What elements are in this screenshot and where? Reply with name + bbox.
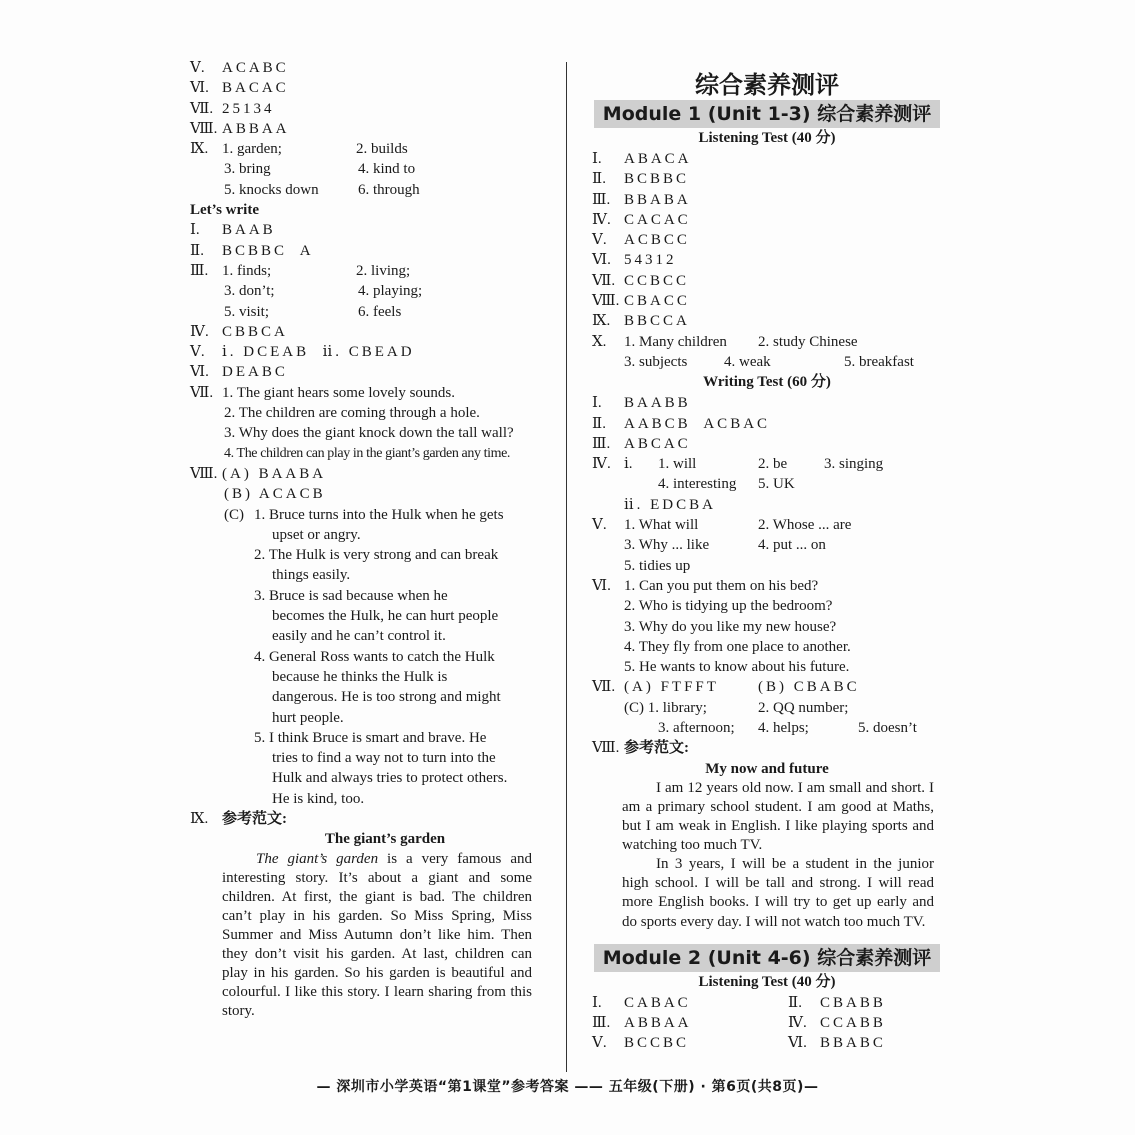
answer-line: 5. visit; 6. feels <box>224 303 402 320</box>
answer-line: Ⅴ. ACBCC <box>592 232 690 249</box>
answer-line: Ⅳ. ⅰ. 1. will 2. be 3. singing <box>592 456 884 473</box>
answer-line: Ⅲ. ABBAA Ⅳ. CCABB <box>592 1014 886 1031</box>
writing-test-heading: Writing Test (60 分) <box>703 374 831 391</box>
essay-body: The giant’s garden is a very famous and interesting story. It’s about a giant and some children. At first, the giant is bad. The children can’t play in his garden. So Miss Spring, Miss Summer and Miss Autumn don’t like him. Then they don’t visit his garden. At last, children can play in his garden. So his garden is beautiful and colourful. I like this story. I learn sharing from this story. <box>222 850 532 1020</box>
essay-title: My now and future <box>705 760 829 777</box>
answer-line: Ⅹ. 1. Many children 2. study Chinese <box>592 333 858 350</box>
answer-line: Ⅱ. BCBBC <box>592 171 690 188</box>
page-title: 综合素养测评 <box>695 71 839 99</box>
answer-line: 3. bring 4. kind to <box>224 161 416 178</box>
answer-line: Ⅲ. 1. finds; 2. living; <box>190 262 411 279</box>
essay-paragraph: In 3 years, I will be a student in the junior high school. I will be tall and strong. I will read more English books. I will try to get up early and do sports every day. I will not watch too much TV. <box>622 856 934 930</box>
answer-line: 2. Who is tidying up the bedroom? <box>624 598 833 615</box>
answer-line: Ⅳ. CBBCA <box>190 323 288 340</box>
left-column <box>190 58 550 1021</box>
answer-line: easily and he can’t control it. <box>272 628 446 645</box>
answer-line: because he thinks the Hulk is <box>272 668 448 685</box>
answer-line: (C) 1. library; 2. QQ number; <box>624 699 849 716</box>
answer-line: 4. interesting 5. UK <box>658 476 795 493</box>
module-1-banner: Module 1 (Unit 1-3) 综合素养测评 <box>594 100 940 128</box>
answer-line: Ⅵ. 1. Can you put them on his bed? <box>592 577 819 594</box>
answer-line: 5. I think Bruce is smart and brave. He <box>254 729 487 746</box>
answer-line: things easily. <box>272 567 351 584</box>
answer-line: Ⅴ. BCCBC Ⅵ. BBABC <box>592 1035 886 1052</box>
answer-line: tries to find a way not to turn into the <box>272 750 496 767</box>
answer-line: ⅱ. EDCBA <box>624 496 716 513</box>
module-2-banner: Module 2 (Unit 4-6) 综合素养测评 <box>594 944 940 972</box>
answer-line: Ⅲ. ABCAC <box>592 435 691 452</box>
answer-line: 5. tidies up <box>624 557 691 574</box>
answer-line: Ⅰ. CABAC Ⅱ. CBABB <box>592 994 886 1011</box>
answer-line: Ⅷ. (A) BAABA <box>190 465 327 482</box>
answer-line: Ⅳ. CACAC <box>592 211 691 228</box>
right-column <box>592 56 942 1054</box>
answer-line: 3. Bruce is sad because when he <box>254 587 448 604</box>
answer-line: 5. knocks down 6. through <box>224 181 420 198</box>
answer-line: Ⅰ. BAAB <box>190 222 276 239</box>
answer-line: Ⅶ. (A) FTFFT (B) CBABC <box>592 679 860 696</box>
answer-line: Ⅸ. 1. garden; 2. builds <box>190 141 408 158</box>
answer-line: 3. Why do you like my new house? <box>624 618 837 635</box>
answer-line: (B) ACACB <box>224 486 326 503</box>
page-footer: — 深圳市小学英语“第1课堂”参考答案 —— 五年级(下册) · 第6页(共8页)— <box>316 1079 819 1095</box>
answer-line: 3. Why does the giant knock down the tall wall? <box>224 425 514 442</box>
essay-title: The giant’s garden <box>324 831 446 848</box>
answer-line: 3. Why ... like 4. put ... on <box>624 537 826 554</box>
section-heading: Let’s write <box>190 202 259 219</box>
answer-line: Ⅶ. 25134 <box>190 100 275 117</box>
answer-line: Ⅸ. BBCCA <box>592 313 690 330</box>
answer-line: 4. The children can play in the giant’s garden any time. <box>224 445 511 461</box>
answer-line: Ⅱ. BCBBC A <box>190 242 314 259</box>
answer-line: becomes the Hulk, he can hurt people <box>272 608 499 625</box>
answer-line: Ⅵ. BACAC <box>190 80 289 97</box>
answer-line: 3. don’t; 4. playing; <box>224 283 423 300</box>
column-divider <box>566 62 567 1072</box>
answer-line: 2. The children are coming through a hole. <box>224 405 480 422</box>
answer-line: 4. General Ross wants to catch the Hulk <box>254 648 495 665</box>
answer-line: 5. He wants to know about his future. <box>624 659 850 676</box>
listening-test-heading: Listening Test (40 分) <box>698 130 836 146</box>
answer-line: hurt people. <box>272 709 344 726</box>
answer-line: Ⅶ. 1. The giant hears some lovely sounds. <box>190 384 456 401</box>
answer-line: Ⅰ. ABACA <box>592 151 692 167</box>
answer-line: Ⅱ. AABCB ACBAC <box>592 415 771 432</box>
answer-line: Ⅵ. 54312 <box>592 252 677 269</box>
answer-line: 4. They fly from one place to another. <box>624 638 851 655</box>
answer-line: Ⅲ. BBABA <box>592 191 691 208</box>
answer-line: Ⅵ. DEABC <box>190 364 288 381</box>
answer-line: He is kind, too. <box>272 790 365 807</box>
answer-line: Ⅰ. BAABB <box>592 395 691 412</box>
answer-line: 2. The Hulk is very strong and can break <box>254 547 499 564</box>
answer-line: Ⅸ. 参考范文: <box>190 810 287 827</box>
answer-line: (C) 1. Bruce turns into the Hulk when he gets <box>224 506 504 523</box>
listening-test-heading: Listening Test (40 分) <box>698 973 836 990</box>
answer-line: Ⅷ. ABBAA <box>190 120 290 137</box>
answer-line: Ⅴ. 1. What will 2. Whose ... are <box>592 517 852 534</box>
answer-line: Ⅴ. ACABC <box>190 60 289 76</box>
essay-paragraph: I am 12 years old now. I am small and short. I am a primary school student. I am good at Maths, but I am weak in English. I like playing sports and watching too much TV. <box>622 779 934 854</box>
answer-line: dangerous. He is too strong and might <box>272 689 501 706</box>
answer-line: Ⅷ. CBACC <box>592 293 690 310</box>
answer-line: Hulk and always tries to protect others. <box>272 770 508 787</box>
answer-line: upset or angry. <box>272 526 361 543</box>
answer-line: 3. subjects 4. weak 5. breakfast <box>624 353 914 370</box>
answer-line: Ⅶ. CCBCC <box>592 272 690 289</box>
answer-line: Ⅴ. ⅰ. DCEAB ⅱ. CBEAD <box>190 344 415 361</box>
answer-line: 3. afternoon; 4. helps; 5. doesn’t <box>658 720 917 737</box>
answer-line: Ⅷ. 参考范文: <box>592 740 689 757</box>
